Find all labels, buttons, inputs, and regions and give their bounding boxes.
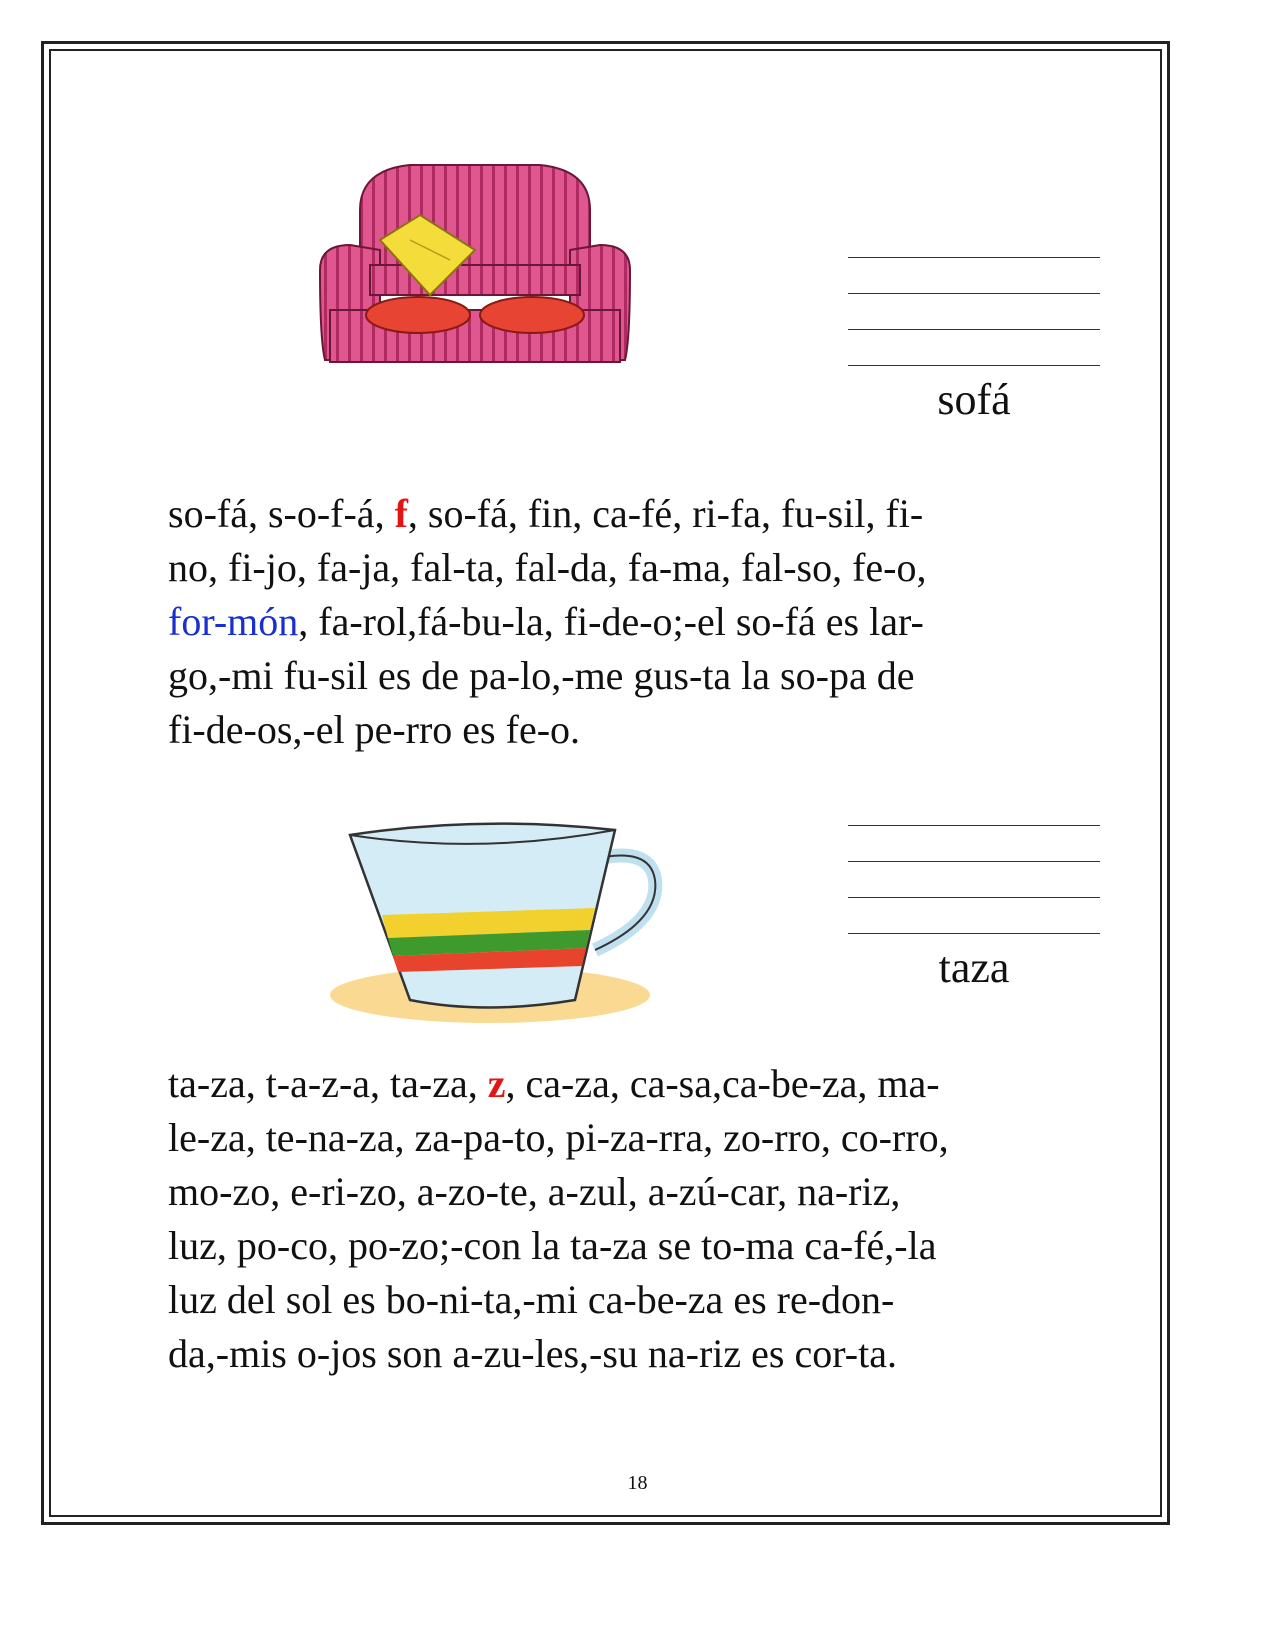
paragraph-line: luz, po-co, po-zo;-con la ta-za se to-ma ca-fé,-la: [168, 1223, 937, 1268]
highlight-word-formon: for-món: [168, 599, 299, 644]
highlight-letter-z: z: [487, 1061, 506, 1106]
paragraph-line: luz del sol es bo-ni-ta,-mi ca-be-za es re-don-: [168, 1277, 895, 1322]
word-label-taza: taza: [938, 943, 1010, 992]
paragraph-line: go,-mi fu-sil es de pa-lo,-me gus-ta la so-pa de: [168, 653, 915, 698]
paragraph-line: mo-zo, e-ri-zo, a-zo-te, a-zul, a-zú-car, na-riz,: [168, 1169, 901, 1214]
paragraph-line: ta-za, t-a-z-a, ta-za, z, ca-za, ca-sa,ca-be-za, ma-: [168, 1061, 940, 1106]
paragraph-line: so-fá, s-o-f-á, f, so-fá, fin, ca-fé, ri-fa, fu-sil, fi-: [168, 491, 924, 536]
highlight-letter-f: f: [394, 491, 408, 536]
paragraph-line: no, fi-jo, fa-ja, fal-ta, fal-da, fa-ma, fal-so, fe-o,: [168, 545, 927, 590]
cup-illustration: [320, 790, 665, 1030]
syllable-paragraph-taza: [168, 1057, 1108, 1381]
paragraph-line: le-za, te-na-za, za-pa-to, pi-za-rra, zo-rro, co-rro,: [168, 1115, 949, 1160]
paragraph-line: for-món, fa-rol,fá-bu-la, fi-de-o;-el so-fá es lar-: [168, 599, 924, 644]
paragraph-line: fi-de-os,-el pe-rro es fe-o.: [168, 707, 581, 752]
sofa-illustration: [300, 90, 650, 400]
syllable-paragraph-sofa: [168, 487, 1108, 757]
word-label-sofa: sofá: [937, 375, 1011, 424]
paragraph-line: da,-mis o-jos son a-zu-les,-su na-riz es cor-ta.: [168, 1331, 897, 1376]
page-number: 18: [627, 1472, 648, 1494]
